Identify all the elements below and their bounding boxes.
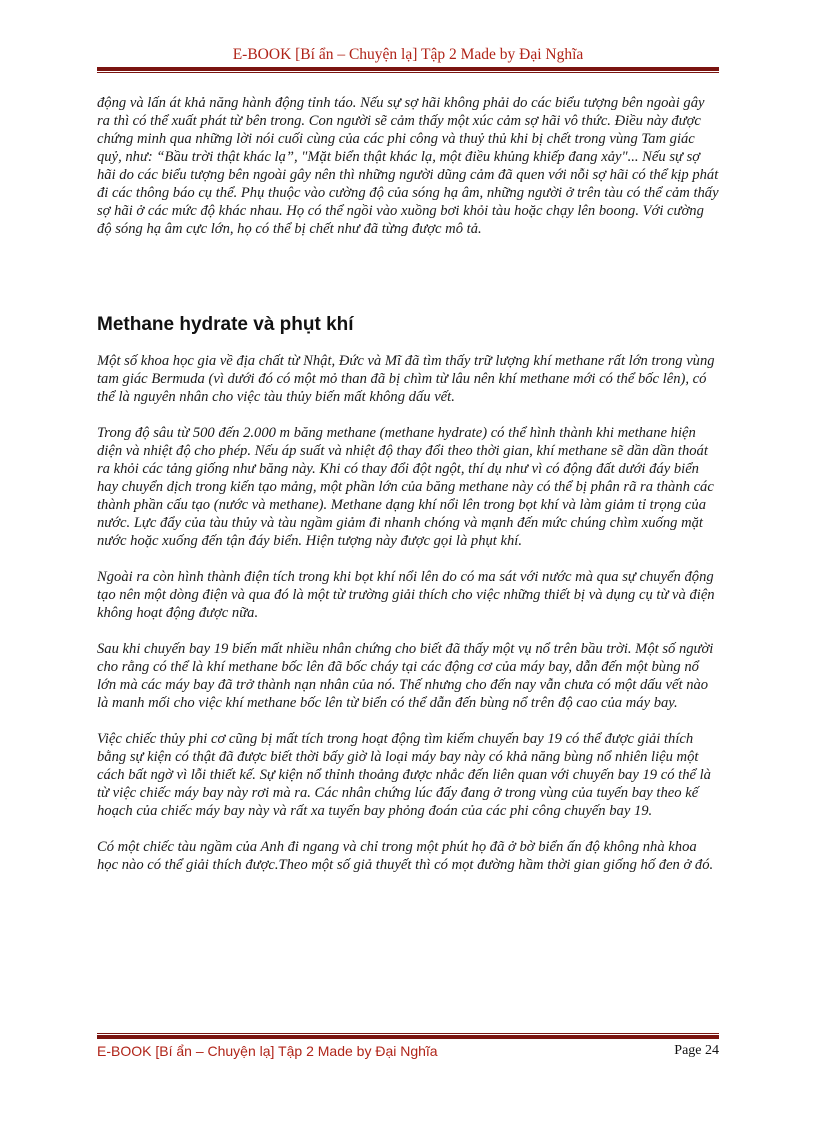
intro-section xyxy=(97,94,719,238)
page-number: Page 24 xyxy=(674,1043,719,1058)
header-rule-thick xyxy=(97,67,719,71)
body-paragraph: Một số khoa học gia về địa chất từ Nhật, Đức và Mĩ đã tìm thấy trữ lượng khí methane rất lớn trong vùng tam giác Bermuda (vì dưới đó có một mỏ than đã bị chìm từ lâu nên khí methane mới có thể bốc lên), có thể là nguyên nhân cho việc tàu thủy biến mất không dấu vết. xyxy=(97,353,715,405)
page-header: E-BOOK [Bí ẩn – Chuyện lạ] Tập 2 Made by Đại Nghĩa xyxy=(232,46,584,63)
body-paragraph: Sau khi chuyến bay 19 biến mất nhiều nhân chứng cho biết đã thấy một vụ nổ trên bầu trời. Một số người cho rằng có thể là khí methane bốc lên đã bốc cháy tại các động cơ của máy bay, dẫn đến một bùng nổ lớn mà các máy bay đã trở thành nạn nhân của nó. Thế nhưng cho đến nay vẫn chưa có một dấu vết nào là manh mối cho việc khí methane bốc lên từ biển có thể dẫn đến bùng nổ trên độ cao của máy bay. xyxy=(97,641,714,711)
body-paragraph: Ngoài ra còn hình thành điện tích trong khi bọt khí nổi lên do có ma sát với nước mà qua sự chuyển động tạo nên một dòng điện và qua đó là một từ trường giải thích cho việc những thiết bị và dụng cụ từ và điện không hoạt động được nữa. xyxy=(97,569,715,621)
footer-rule-thick xyxy=(97,1035,719,1039)
body-paragraph: Có một chiếc tàu ngầm của Anh đi ngang và chỉ trong một phút họ đã ở bờ biển ấn độ không nhà khoa học nào có thể giải thích được.Theo một số giả thuyết thì có mọt đường hầm thời gian giống hố đen ở đó. xyxy=(97,839,714,873)
section-body xyxy=(97,352,719,892)
footer-rule-thin xyxy=(97,1033,719,1034)
body-paragraph: Việc chiếc thủy phi cơ cũng bị mất tích trong hoạt động tìm kiếm chuyến bay 19 có thể được giải thích bằng sự kiện có thật đã được biết thời bấy giờ là loại máy bay này có khả năng bùng nổ nhiên liệu một cách bất ngờ vì lỗi thiết kế. Sự kiện nổ thỉnh thoảng được nhắc đến liên quan với chuyến bay 19 có thể là từ việc chiếc máy bay này rơi mà ra. Các nhân chứng lúc đấy đang ở trong vùng của tuyến bay theo kế hoạch của chiếc máy bay này và rất xa tuyến bay phỏng đoán của các phi công chuyến bay 19. xyxy=(97,731,711,819)
footer-title: E-BOOK [Bí ẩn – Chuyện lạ] Tập 2 Made by Đại Nghĩa xyxy=(97,1043,438,1059)
intro-paragraph: động và lấn át khả năng hành động tỉnh táo. Nếu sự sợ hãi không phải do các biểu tượng bên ngoài gây ra thì có thể xuất phát từ bên trong. Con người sẽ cảm thấy một xúc cảm sợ hãi vô thức. Điều này được chứng minh qua những lời nói cuối cùng của các phi công và thuỷ thủ khi bị chết trong vùng Tam giác quỷ, như: “Bầu trời thật khác lạ”, "Mặt biển thật khác lạ, một điều khủng khiếp đang xảy"... Nếu sự sợ hãi do các biểu tượng bên ngoài gây nên thì những người dũng cảm đã quen với nỗi sợ hãi có thể kịp phát đi các thông báo cụ thể. Phụ thuộc vào cường độ của sóng hạ âm, những người ở trên tàu có thể cảm thấy sợ hãi ở các mức độ khác nhau. Họ có thể ngồi vào xuồng bơi khỏi tàu hoặc chạy lên boong. Với cường độ sóng hạ âm cực lớn, họ có thể bị chết như đã từng được mô tả. xyxy=(97,95,719,237)
body-paragraph: Trong độ sâu từ 500 đến 2.000 m băng methane (methane hydrate) có thể hình thành khi methane hiện diện và nhiệt độ cho phép. Nếu áp suất và nhiệt độ thay đổi theo thời gian, khí methane sẽ dần dần thoát ra khỏi các tảng giống như băng này. Khi có thay đổi đột ngột, thí dụ như vì có động đất dưới đáy biển hay chuyển dịch trong kiến tạo mảng, một phần lớn của băng methane này có thể bị phân rã ra thành các thành phần cấu tạo (nước và methane). Methane dạng khí nổi lên trong bọt khí và làm giảm tỉ trọng của nước. Lực đẩy của tàu thủy và tàu ngầm giảm đi nhanh chóng và mạnh đến mức chúng chìm xuống mặt nước hoặc xuống đến tận đáy biển. Hiện tượng này được gọi là phụt khí. xyxy=(97,425,714,549)
header-rule-thin xyxy=(97,72,719,73)
section-heading: Methane hydrate và phụt khí xyxy=(97,314,354,335)
